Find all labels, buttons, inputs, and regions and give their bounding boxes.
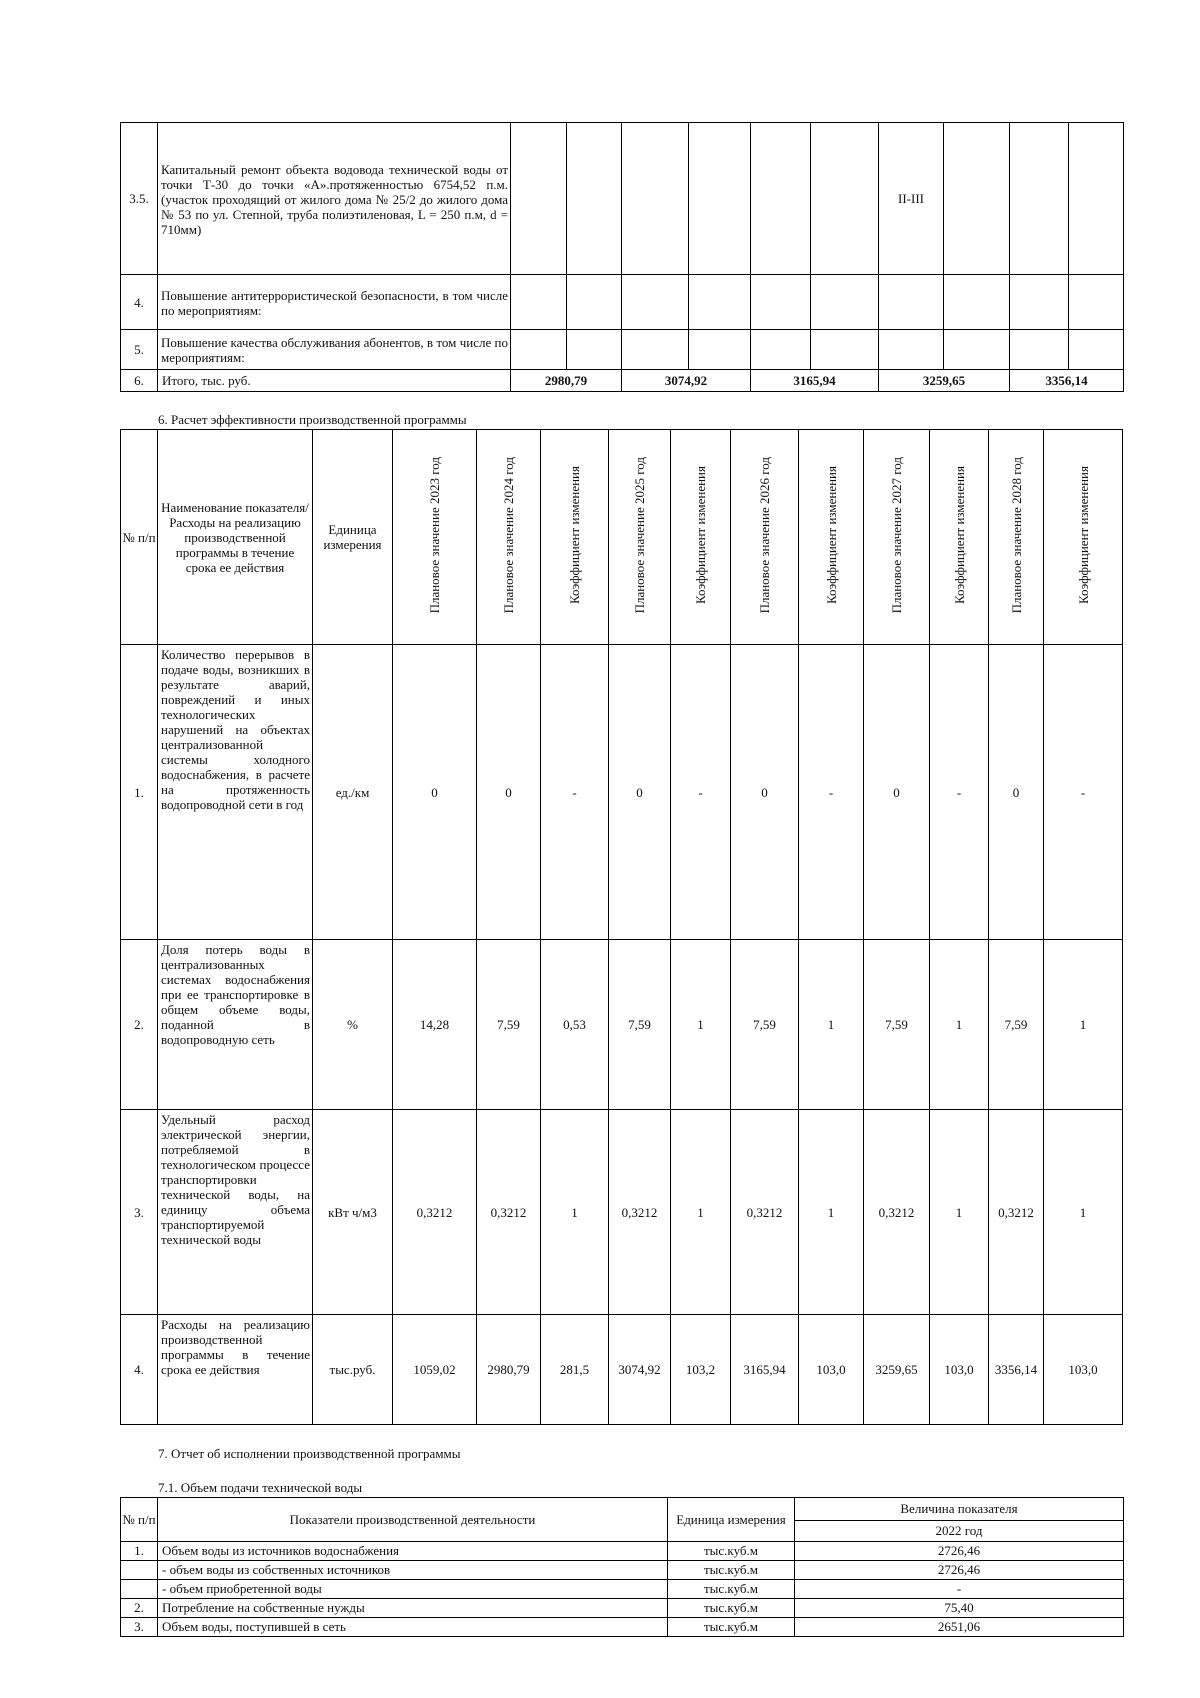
- indicator-value: -: [795, 1580, 1124, 1599]
- program-measures-table: [120, 122, 1124, 392]
- value-cell: 0,3212: [989, 1110, 1044, 1315]
- indicator-value: 2726,46: [795, 1542, 1124, 1561]
- section-6-title: 6. Расчет эффективности производственной программы: [158, 412, 467, 427]
- header-name: Показатели производственной деятельности: [158, 1498, 668, 1542]
- row-number: 3.: [121, 1110, 158, 1315]
- header-row: [121, 430, 1123, 645]
- total-2025: 3074,92: [622, 370, 751, 392]
- value-cell: -: [541, 645, 609, 940]
- indicator-name: Количество перерывов в подаче воды, возникших в результате аварий, повреждений и иных технологических нарушений на объектах централизованной системы холодного водоснабжения, в расчете на протяженность водопроводной сети в год: [158, 645, 313, 940]
- header-plan-2028: Плановое значение 2028 год: [989, 430, 1044, 645]
- value-cell: 2980,79: [477, 1315, 541, 1425]
- indicator-name: Объем воды из источников водоснабжения: [158, 1542, 668, 1561]
- value-cell: -: [671, 645, 731, 940]
- header-coef: Коэффициент изменения: [1044, 430, 1123, 645]
- table-row: 1. Объем воды из источников водоснабжения тыс.куб.м 2726,46: [121, 1542, 1124, 1561]
- value-cell: 0,53: [541, 940, 609, 1110]
- value-cell: 103,2: [671, 1315, 731, 1425]
- value-cell: -: [930, 645, 989, 940]
- value-cell: 1: [1044, 940, 1123, 1110]
- value-cell: 1: [541, 1110, 609, 1315]
- value-cell: 3356,14: [989, 1315, 1044, 1425]
- indicator-value: 75,40: [795, 1599, 1124, 1618]
- value-cell: 0,3212: [864, 1110, 930, 1315]
- value-cell: 103,0: [799, 1315, 864, 1425]
- row-number: 4.: [121, 1315, 158, 1425]
- value-cell: 0,3212: [731, 1110, 799, 1315]
- value-cell: 14,28: [393, 940, 477, 1110]
- table-row: [121, 1561, 1124, 1580]
- indicator-unit: %: [313, 940, 393, 1110]
- total-row: [121, 370, 1124, 392]
- value-cell: 0,3212: [393, 1110, 477, 1315]
- indicator-value: 2651,06: [795, 1618, 1124, 1637]
- indicator-name: Объем воды, поступившей в сеть: [158, 1618, 668, 1637]
- header-plan-2025: Плановое значение 2025 год: [609, 430, 671, 645]
- value-cell: 3074,92: [609, 1315, 671, 1425]
- value-cell: 7,59: [989, 940, 1044, 1110]
- section-7-1-title: 7.1. Объем подачи технической воды: [158, 1480, 363, 1495]
- indicator-unit: ед./км: [313, 645, 393, 940]
- indicator-name: Потребление на собственные нужды: [158, 1599, 668, 1618]
- value-cell: 1: [671, 1110, 731, 1315]
- header-name: Наименование показателя/Расходы на реализацию производственной программы в течение срока ее действия: [158, 430, 313, 645]
- table-row: 3. Объем воды, поступившей в сеть тыс.куб.м 2651,06: [121, 1618, 1124, 1637]
- value-cell: 0: [989, 645, 1044, 940]
- indicator-unit: тыс.руб.: [313, 1315, 393, 1425]
- header-plan-2027: Плановое значение 2027 год: [864, 430, 930, 645]
- value-cell: 0: [731, 645, 799, 940]
- value-cell: 0: [864, 645, 930, 940]
- header-plan-2024: Плановое значение 2024 год: [477, 430, 541, 645]
- header-coef: Коэффициент изменения: [541, 430, 609, 645]
- value-cell: 103,0: [930, 1315, 989, 1425]
- indicator-unit: тыс.куб.м: [668, 1542, 795, 1561]
- header-coef: Коэффициент изменения: [799, 430, 864, 645]
- value-cell: 281,5: [541, 1315, 609, 1425]
- indicator-unit: тыс.куб.м: [668, 1599, 795, 1618]
- indicator-value: 2726,46: [795, 1561, 1124, 1580]
- table-row: [121, 1110, 1123, 1315]
- value-cell: 7,59: [609, 940, 671, 1110]
- table-row: [121, 330, 1124, 370]
- row-number: 1.: [121, 645, 158, 940]
- measure-name: Капитальный ремонт объекта водовода технической воды от точки Т-30 до точки «А».протяженностью 6754,52 п.м. (участок проходящий от жилого дома № 25/2 до жилого дома № 53 по ул. Степной, труба полиэтиленовая, L = 250 п.м, d = 710мм): [158, 123, 511, 275]
- table-row: [121, 645, 1123, 940]
- value-cell: 0: [477, 645, 541, 940]
- table-row: [121, 940, 1123, 1110]
- header-num: № п/п: [121, 430, 158, 645]
- header-unit: Единица измерения: [313, 430, 393, 645]
- header-plan-2026: Плановое значение 2026 год: [731, 430, 799, 645]
- indicator-name: Расходы на реализацию производственной программы в течение срока ее действия: [158, 1315, 313, 1425]
- table-row: [121, 275, 1124, 330]
- total-label: Итого, тыс. руб.: [158, 370, 511, 392]
- header-coef: Коэффициент изменения: [930, 430, 989, 645]
- table-row: [121, 1315, 1123, 1425]
- value-cell: 3165,94: [731, 1315, 799, 1425]
- value-cell: 1: [930, 1110, 989, 1315]
- row-number: 2.: [121, 940, 158, 1110]
- value-cell: 1: [671, 940, 731, 1110]
- value-cell: 7,59: [864, 940, 930, 1110]
- section-7-title: 7. Отчет об исполнении производственной программы: [158, 1446, 461, 1461]
- indicator-unit: тыс.куб.м: [668, 1580, 795, 1599]
- value-cell: 103,0: [1044, 1315, 1123, 1425]
- water-supply-report-table: [120, 1497, 1124, 1637]
- table-row: [121, 123, 1124, 275]
- indicator-name: - объем приобретенной воды: [158, 1580, 668, 1599]
- indicator-name: Доля потерь воды в централизованных системах водоснабжения при ее транспортировке в общем объеме воды, поданной в водопроводную сеть: [158, 940, 313, 1110]
- value-cell: 1: [799, 1110, 864, 1315]
- header-unit: Единица измерения: [668, 1498, 795, 1542]
- row-number: 3.5.: [121, 123, 158, 275]
- value-cell: 3259,65: [864, 1315, 930, 1425]
- row-number: 5.: [121, 330, 158, 370]
- table-row: [121, 1580, 1124, 1599]
- total-2026: 3165,94: [751, 370, 879, 392]
- value-cell: 1: [799, 940, 864, 1110]
- value-cell: 1: [1044, 1110, 1123, 1315]
- row-number: 6.: [121, 370, 158, 392]
- indicator-name: Удельный расход электрической энергии, потребляемой в технологическом процессе транспортировки технической воды, на единицу объема транспортируемой технической воды: [158, 1110, 313, 1315]
- value-cell: 0: [393, 645, 477, 940]
- row-number: 4.: [121, 275, 158, 330]
- efficiency-table: [120, 429, 1123, 1425]
- value-cell: 1059,02: [393, 1315, 477, 1425]
- total-2024: 2980,79: [511, 370, 622, 392]
- measure-name: Повышение качества обслуживания абонентов, в том числе по мероприятиям:: [158, 330, 511, 370]
- indicator-unit: тыс.куб.м: [668, 1561, 795, 1580]
- value-cell: 7,59: [477, 940, 541, 1110]
- header-value: Величина показателя: [795, 1498, 1124, 1521]
- total-2028: 3356,14: [1010, 370, 1124, 392]
- indicator-unit: тыс.куб.м: [668, 1618, 795, 1637]
- value-cell: 1: [930, 940, 989, 1110]
- implementation-period: II-III: [879, 123, 944, 275]
- measure-name: Повышение антитеррористической безопасности, в том числе по мероприятиям:: [158, 275, 511, 330]
- value-cell: -: [1044, 645, 1123, 940]
- total-2027: 3259,65: [879, 370, 1010, 392]
- indicator-unit: кВт ч/м3: [313, 1110, 393, 1315]
- header-year: 2022 год: [795, 1521, 1124, 1542]
- header-num: № п/п: [121, 1498, 158, 1542]
- header-coef: Коэффициент изменения: [671, 430, 731, 645]
- value-cell: 7,59: [731, 940, 799, 1110]
- header-plan-2023: Плановое значение 2023 год: [393, 430, 477, 645]
- value-cell: 0,3212: [609, 1110, 671, 1315]
- indicator-name: - объем воды из собственных источников: [158, 1561, 668, 1580]
- table-row: 2. Потребление на собственные нужды тыс.куб.м 75,40: [121, 1599, 1124, 1618]
- value-cell: 0: [609, 645, 671, 940]
- value-cell: 0,3212: [477, 1110, 541, 1315]
- value-cell: -: [799, 645, 864, 940]
